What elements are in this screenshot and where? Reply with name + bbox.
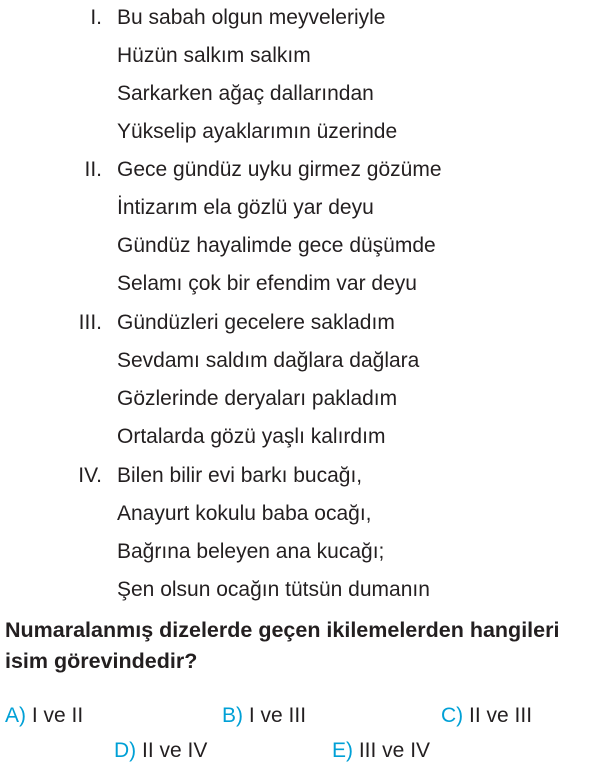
poem-line: Gözlerinde deryaları pakladım — [117, 387, 398, 410]
poem-line: Yükselip ayaklarımın üzerinde — [117, 120, 398, 143]
poem-line: Sarkarken ağaç dallarından — [117, 82, 374, 105]
option-letter: C) — [441, 704, 464, 727]
option-text: I ve II — [31, 704, 84, 727]
poem-line: Anayurt kokulu baba ocağı, — [117, 502, 372, 525]
option-letter: E) — [332, 739, 353, 762]
poem-line: Bu sabah olgun meyveleriyle — [117, 6, 386, 29]
option-d[interactable] — [114, 739, 207, 763]
poem-line: İntizarım ela gözlü yar deyu — [117, 196, 374, 219]
stanza-numeral: I. — [90, 6, 102, 29]
option-text: II ve IV — [142, 739, 208, 762]
option-c[interactable] — [441, 704, 532, 728]
poem-line: Selamı çok bir efendim var deyu — [117, 272, 417, 295]
option-text: III ve IV — [358, 739, 431, 762]
poem-line: Gece gündüz uyku girmez gözüme — [117, 158, 442, 181]
poem-line: Bilen bilir evi barkı bucağı, — [117, 464, 363, 487]
poem-line: Sevdamı saldım dağlara dağlara — [117, 349, 420, 372]
option-letter: B) — [222, 704, 243, 727]
stanza-numeral: II. — [84, 158, 102, 181]
poem-line: Gündüz hayalimde gece düşümde — [117, 234, 436, 257]
option-a[interactable] — [5, 704, 83, 728]
stanza-numeral: III. — [78, 311, 102, 334]
poem-line: Bağrına beleyen ana kucağı; — [117, 540, 385, 563]
option-text: II ve III — [469, 704, 533, 727]
poem-line: Hüzün salkım salkım — [117, 44, 311, 67]
poem-line: Gündüzleri gecelere sakladım — [117, 311, 395, 334]
option-letter: A) — [5, 704, 26, 727]
option-b[interactable] — [222, 704, 306, 728]
poem-line: Ortalarda gözü yaşlı kalırdım — [117, 425, 386, 448]
stanza-numeral: IV. — [78, 464, 102, 487]
option-e[interactable] — [332, 739, 430, 763]
option-letter: D) — [114, 739, 137, 762]
option-text: I ve III — [248, 704, 307, 727]
question-text: Numaralanmış dizelerde geçen ikilemelerden hangileri isim görevindedir? — [5, 618, 560, 673]
poem-line: Şen olsun ocağın tütsün dumanın — [117, 578, 430, 601]
